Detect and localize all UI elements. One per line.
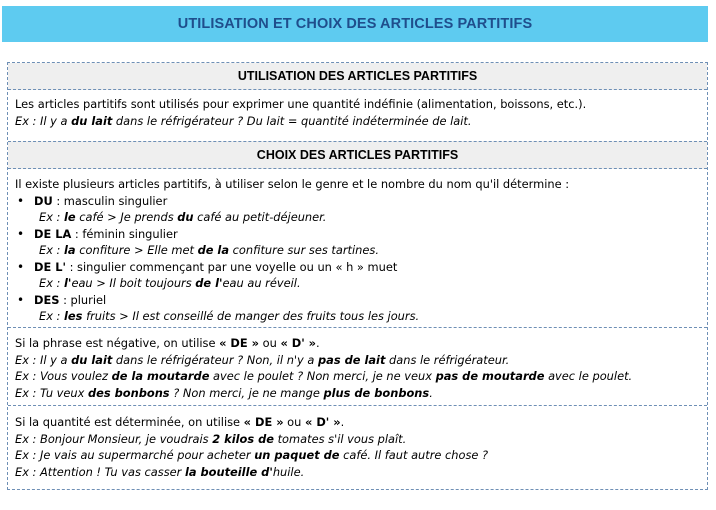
section-quantity-body xyxy=(15,414,703,480)
negation-rule-line: Si la phrase est négative, on utilise « DE » ou « D' ». xyxy=(15,336,320,350)
list-item-de-l: • DE L' : singulier commençant par une voyelle ou un « h » muet xyxy=(15,259,703,276)
list-item-de-la: • DE LA : féminin singulier xyxy=(15,226,703,243)
section-choix-body xyxy=(15,176,703,325)
example-du: Ex : le café > Je prends du café au petit-déjeuner. xyxy=(39,210,327,224)
section-divider xyxy=(8,405,707,406)
example-line: Ex : Il y a du lait dans le réfrigérateur ? Non, il n'y a pas de lait dans le réfrigérateur. xyxy=(15,352,510,367)
section-heading-choix: CHOIX DES ARTICLES PARTITIFS xyxy=(8,141,707,169)
section-heading-utilisation: UTILISATION DES ARTICLES PARTITIFS xyxy=(8,63,707,90)
example-de-l: Ex : l'eau > Il boit toujours de l'eau au réveil. xyxy=(39,276,301,290)
list-item-des: • DES : pluriel xyxy=(15,292,703,309)
intro-line: Il existe plusieurs articles partitifs, à utiliser selon le genre et le nombre du nom qu'il détermine : xyxy=(15,177,570,191)
example-line: Ex : Bonjour Monsieur, je voudrais 2 kilos de tomates s'il vous plaît. xyxy=(15,431,407,446)
example-line: Ex : Vous voulez de la moutarde avec le poulet ? Non merci, je ne veux pas de moutarde avec le poulet. xyxy=(15,369,633,383)
example-line: Ex : Attention ! Tu vas casser la bouteille d'huile. xyxy=(15,464,305,479)
list-item-du: • DU : masculin singulier xyxy=(15,193,703,210)
definition-line: Les articles partitifs sont utilisés pour exprimer une quantité indéfinie (alimentation, boissons, etc.). xyxy=(15,97,587,111)
section-negation-body xyxy=(15,335,703,401)
example-des: Ex : les fruits > Il est conseillé de manger des fruits tous les jours. xyxy=(39,309,420,323)
section-divider xyxy=(8,327,707,328)
quantity-rule-line: Si la quantité est déterminée, on utilise « DE » ou « D' ». xyxy=(15,415,345,429)
example-de-la: Ex : la confiture > Elle met de la confiture sur ses tartines. xyxy=(39,243,379,257)
example-line: Ex : Il y a du lait dans le réfrigérateur ? Du lait = quantité indéterminée de lait. xyxy=(15,113,472,128)
page-banner xyxy=(2,6,708,42)
example-line: Ex : Je vais au supermarché pour acheter un paquet de café. Il faut autre chose ? xyxy=(15,448,489,462)
page-title: UTILISATION ET CHOIX DES ARTICLES PARTITIFS xyxy=(177,16,533,32)
content-box xyxy=(7,62,708,490)
example-line: Ex : Tu veux des bonbons ? Non merci, je ne mange plus de bonbons. xyxy=(15,385,433,400)
section-utilisation-body xyxy=(15,96,703,129)
